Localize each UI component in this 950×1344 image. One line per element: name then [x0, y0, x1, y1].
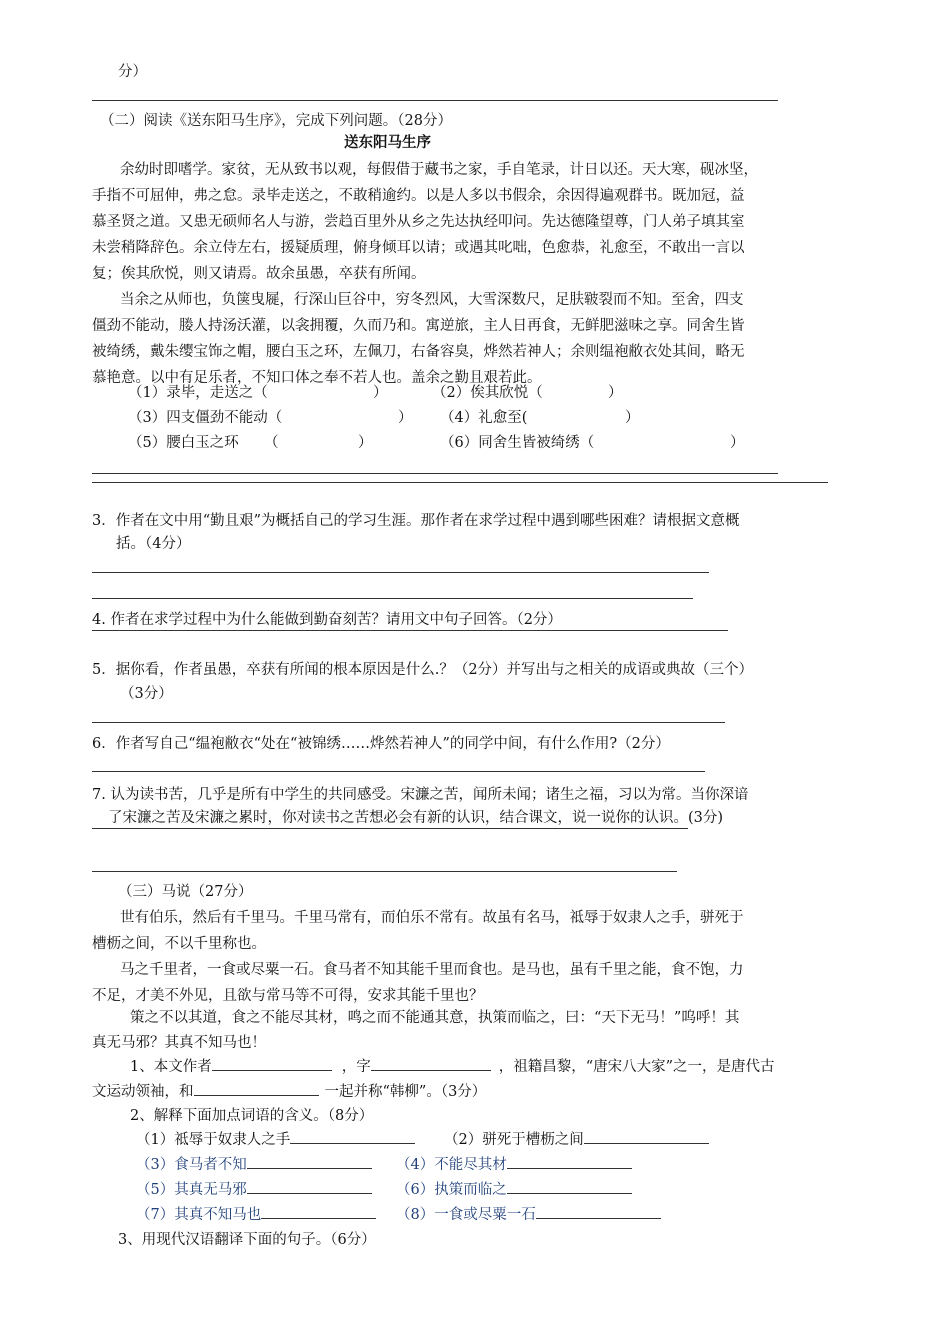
mashuo-question-2: 2、解释下面加点词语的含义。（8分） — [130, 1108, 374, 1124]
item-5: （5）腰白玉之环 — [128, 435, 239, 451]
answer-line[interactable] — [92, 871, 677, 872]
answer-line[interactable] — [92, 828, 688, 829]
section2-heading: （二）阅读《送东阳马生序》，完成下列问题。（28分） — [100, 113, 452, 129]
question-7: 7. 认为读书苦，几乎是所有中学生的共同感受。宋濂之苦，闻所未闻；诸生之福，习以为常。当你深谙 — [92, 787, 749, 803]
word-item-8: （8）一食或尽粟一石 — [396, 1203, 661, 1224]
courtesy-name-blank[interactable] — [371, 1056, 491, 1071]
word-item-5: （5）其真无马邪 — [136, 1178, 372, 1199]
item-4: （4）礼愈至( — [440, 410, 528, 426]
word-item-3: （3）食马者不知 — [136, 1153, 372, 1174]
word-item-2: （2）骈死于槽枥之间 — [444, 1128, 709, 1149]
answer-line[interactable] — [92, 598, 693, 599]
question-4: 4. 作者在求学过程中为什么能做到勤奋刻苦？请用文中句子回答。（2分） — [92, 612, 562, 628]
item-1: （1）录毕，走送之（ — [128, 385, 268, 401]
answer-line — [92, 482, 828, 483]
question-3: 3．作者在文中用“勤且艰”为概括自己的学习生涯。那作者在求学过程中遇到哪些困难？请根据文意概 — [92, 513, 740, 529]
word-item-4: （4）不能尽其材 — [396, 1153, 632, 1174]
answer-line[interactable] — [92, 630, 728, 631]
word-item-6: （6）执策而临之 — [396, 1178, 632, 1199]
mashuo-question-1: 1、本文作者 ，字 ，祖籍昌黎，“唐宋八大家”之一，是唐代古 — [130, 1055, 775, 1076]
mashuo-question-3: 3、用现代汉语翻译下面的句子。（6分） — [118, 1232, 376, 1248]
previous-question-fragment: 分） — [118, 64, 147, 80]
answer-line[interactable] — [92, 572, 709, 573]
item-2: （2）俟其欣悦（ — [432, 385, 543, 401]
item-6: （6）同舍生皆被绮绣（ — [440, 435, 595, 451]
item-3: （3）四支僵劲不能动（ — [128, 410, 283, 426]
word-item-7: （7）其真不知马也 — [136, 1203, 376, 1224]
word-item-1: （1）祗辱于奴隶人之手 — [136, 1128, 415, 1149]
passage-title: 送东阳马生序 — [344, 135, 431, 151]
author-blank[interactable] — [212, 1056, 332, 1071]
partner-blank[interactable] — [194, 1081, 319, 1096]
answer-line — [92, 100, 778, 101]
question-6: 6．作者写自己“缊袍敝衣“处在“被锦绣……烨然若神人”的同学中间，有什么作用?（2分） — [92, 736, 670, 752]
section3-heading: （三）马说（27分） — [118, 884, 253, 900]
answer-line[interactable] — [92, 771, 705, 772]
answer-line — [92, 473, 778, 474]
answer-line[interactable] — [92, 722, 725, 723]
question-5: 5．据你看，作者虽愚，卒获有所闻的根本原因是什么.？（2分）并写出与之相关的成语或典故（三个） — [92, 662, 754, 678]
